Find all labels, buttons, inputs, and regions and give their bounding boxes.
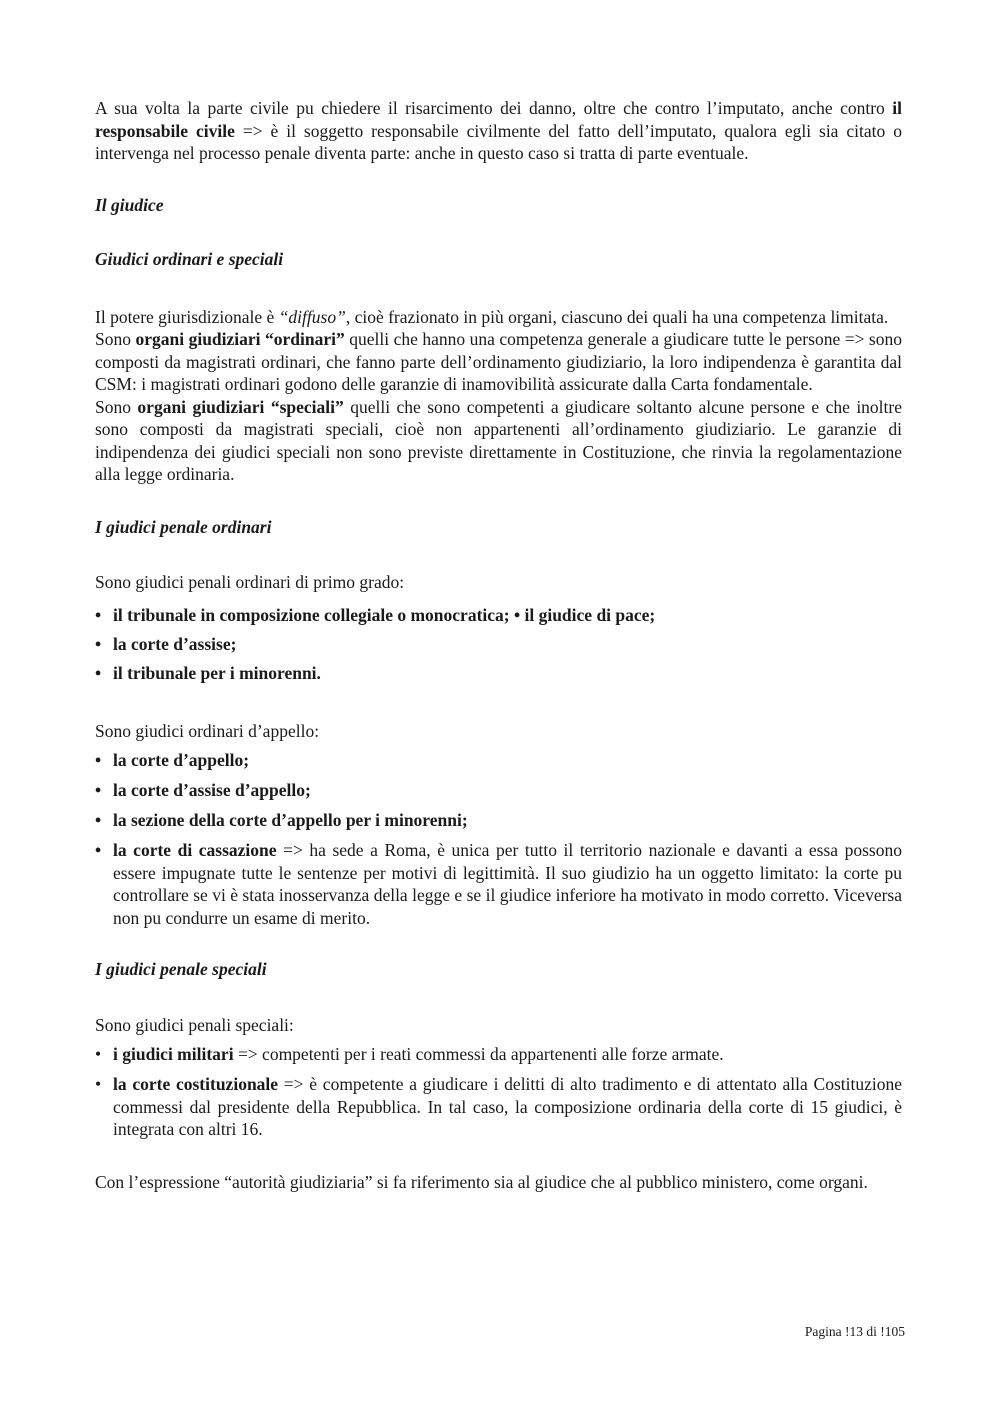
heading-il-giudice: Il giudice — [95, 194, 164, 215]
list-item: • il tribunale in composizione collegiale o monocratica; • il giudice di pace; — [95, 604, 656, 625]
intro-paragraph: A sua volta la parte civile pu chiedere il risarcimento dei danno, oltre che contro l’imputato, anche contro il responsabile civile => è il soggetto responsabile civilmente del fatto dell’imputato, qualora egli sia citato o intervenga nel processo penale diventa parte: anche in questo caso si tratta di parte eventuale. — [95, 98, 902, 163]
list-item: • la corte d’assise d’appello; — [95, 780, 311, 800]
list-item: • la corte d’assise; — [95, 633, 237, 654]
paragraph-organi-speciali: Sono organi giudiziari “speciali” quelli che sono competenti a giudicare soltanto alcune persone e che inoltre sono composti da magistrati speciali, cioè non appartenenti all’ordinamento giudiziario. Le garanzie di indipendenza dei giudici speciali non sono previste direttamente in Costituzione, che rinvia la regolamentazione alla legge ordinaria. — [95, 396, 902, 484]
speciali-intro: Sono giudici penali speciali: — [95, 1014, 294, 1035]
paragraph-organi-ordinari: Sono organi giudiziari “ordinari” quelli che hanno una competenza generale a giudicare tutte le persone => sono composti da magistrati ordinari, che fanno parte dell’ordinamento giudiziario, la loro indipendenza è garantita dal CSM: i magistrati ordinari godono delle garanzie di inamovibilità assicurate dalla Carta fondamentale. — [95, 329, 902, 394]
list-item-corte-costituzionale: • la corte costituzionale => è competente a giudicare i delitti di alto tradimento e di attentato alla Costituzione commessi dal presidente della Repubblica. In tal caso, la composizione ordinaria della corte di 15 giudici, è integrata con altri 16. — [95, 1074, 902, 1139]
heading-giudici-penale-ordinari: I giudici penale ordinari — [95, 516, 272, 537]
appello-list — [95, 749, 902, 929]
speciali-list — [95, 1043, 902, 1141]
list-item: • il tribunale per i minorenni. — [95, 662, 321, 683]
list-item-cassazione: • la corte di cassazione => ha sede a Roma, è unica per tutto il territorio nazionale e davanti a essa possono essere impugnate tutte le sentenze per motivi di legittimità. Il suo giudizio ha un oggetto limitato: la corte pu controllare se vi è stata inosservanza della legge e se il giudice inferiore ha motivato in modo corretto. Viceversa non pu condurre un esame di merito. — [95, 840, 902, 928]
heading-giudici-penale-speciali: I giudici penale speciali — [95, 959, 267, 979]
closing-paragraph: Con l’espressione “autorità giudiziaria” si fa riferimento sia al giudice che al pubblico ministero, come organi. — [95, 1171, 868, 1192]
paragraph-diffuso: Il potere giurisdizionale è “diffuso”, cioè frazionato in più organi, ciascuno dei quali ha una competenza limitata. — [95, 306, 889, 327]
appello-intro: Sono giudici ordinari d’appello: — [95, 720, 320, 741]
primo-grado-intro: Sono giudici penali ordinari di primo grado: — [95, 572, 405, 592]
page-number: Pagina !13 di !105 — [804, 1324, 905, 1339]
primo-grado-list — [95, 601, 902, 688]
list-item: • la sezione della corte d’appello per i minorenni; — [95, 810, 468, 830]
list-item-militari: • i giudici militari => competenti per i reati commessi da appartenenti alle forze armate. — [95, 1044, 724, 1064]
document-body — [95, 97, 902, 1193]
heading-giudici-ordinari-speciali: Giudici ordinari e speciali — [95, 249, 284, 269]
list-item: • la corte d’appello; — [95, 750, 250, 770]
